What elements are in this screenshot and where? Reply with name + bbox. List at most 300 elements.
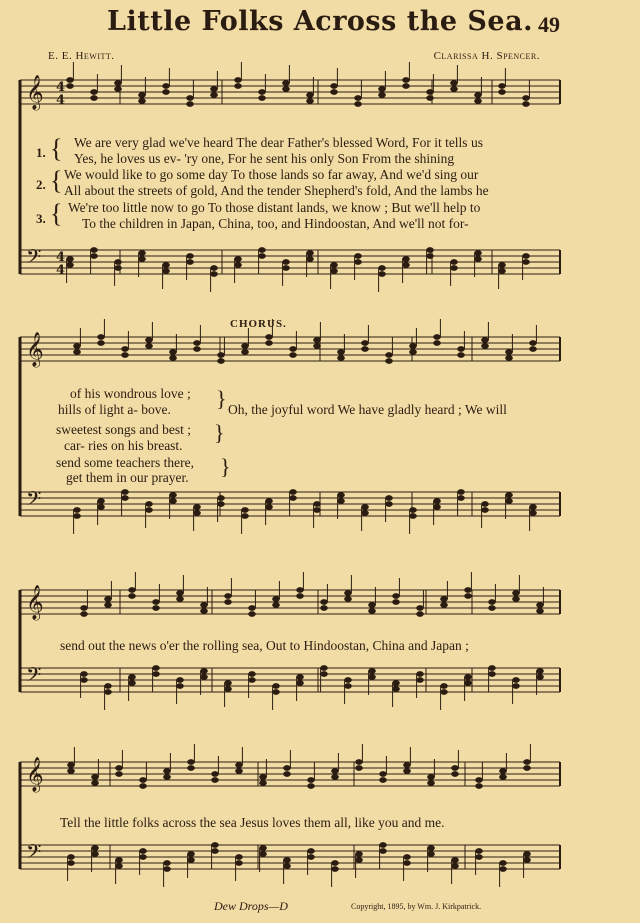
note-head [529,340,536,345]
note-head [138,250,145,255]
note-head [331,860,338,865]
chorus-lyric-line: Oh, the joyful word We have gladly heard ; We will [228,402,507,417]
verse-3-number: 3. [36,211,46,226]
note-head [368,674,375,679]
note-head [162,262,169,267]
ending-brace-2: } [214,420,225,445]
note-head [169,498,176,503]
note-head [498,83,505,88]
verse-1-ending-1: of his wondrous love ; [70,386,191,401]
note-head [241,513,248,518]
note-head [385,358,392,363]
note-head [115,863,122,868]
note-head [416,671,423,676]
note-head [104,596,111,601]
note-head [90,89,97,94]
note-head [457,495,464,500]
note-head [450,80,457,85]
note-head [499,774,506,779]
note-head [379,848,386,853]
note-head [330,83,337,88]
note-head [73,349,80,354]
copyright-notice: Copyright, 1895, by Wm. J. Kirkpatrick. [351,902,482,911]
note-head [283,771,290,776]
note-head [368,668,375,673]
note-head [186,95,193,100]
note-head [163,866,170,871]
note-head [163,860,170,865]
note-head [139,783,146,788]
note-head [361,340,368,345]
note-head [392,686,399,691]
note-head [426,247,433,252]
note-head [193,510,200,515]
note-head [307,777,314,782]
note-head [378,86,385,91]
note-head [378,265,385,270]
note-head [265,498,272,503]
note-head [211,848,218,853]
note-head [200,608,207,613]
note-head [289,352,296,357]
note-head [355,857,362,862]
verse-3-ending-1: send some teachers there, [56,455,194,470]
note-head [66,256,73,261]
bass-clef-icon: 𝄢 [26,487,42,515]
note-head [488,665,495,670]
note-head [73,507,80,512]
note-head [145,501,152,506]
note-head [337,492,344,497]
note-head [90,95,97,100]
note-head [344,683,351,688]
note-head [392,680,399,685]
note-head [265,504,272,509]
note-head [152,665,159,670]
note-head [523,857,530,862]
note-head [361,510,368,515]
note-head [523,851,530,856]
note-head [464,680,471,685]
verse-1-line-1: We are very glad we've heard The dear Father's blessed Word, For it tells us [74,135,483,150]
note-head [354,95,361,100]
note-head [114,80,121,85]
note-head [536,608,543,613]
note-head [330,268,337,273]
note-head [121,495,128,500]
note-head [385,495,392,500]
note-head [283,857,290,862]
note-head [306,92,313,97]
note-head [211,771,218,776]
system-4-lyric: Tell the little folks across the sea Jesus loves them all, like you and me. [60,815,445,830]
time-signature-bottom: 4 [56,93,66,108]
note-head [193,340,200,345]
note-head [121,352,128,357]
note-head [224,599,231,604]
note-head [234,262,241,267]
note-head [320,605,327,610]
ending-brace-3: } [220,454,231,479]
note-head [248,671,255,676]
note-head [210,92,217,97]
note-head [97,334,104,339]
note-head [488,599,495,604]
note-head [138,98,145,103]
note-head [272,689,279,694]
note-head [138,256,145,261]
verse-1-number: 1. [36,145,46,160]
note-head [331,866,338,871]
note-head [451,771,458,776]
note-head [505,355,512,360]
note-head [416,677,423,682]
note-head [378,271,385,276]
note-head [67,762,74,767]
note-head [320,599,327,604]
note-head [416,611,423,616]
note-head [427,774,434,779]
note-head [211,842,218,847]
note-head [475,848,482,853]
note-head [258,253,265,258]
note-head [488,671,495,676]
note-head [200,674,207,679]
note-head [152,599,159,604]
note-head [331,768,338,773]
note-head [235,762,242,767]
page-number: 49 [538,12,560,37]
note-head [234,77,241,82]
note-head [361,504,368,509]
note-head [409,343,416,348]
note-head [378,92,385,97]
note-head [186,259,193,264]
note-head [379,777,386,782]
note-head [66,262,73,267]
note-head [200,602,207,607]
note-head [296,674,303,679]
note-head [139,854,146,859]
note-head [450,265,457,270]
note-head [121,346,128,351]
note-head [354,101,361,106]
verse-2-line-2: All about the streets of gold, And the tender Shepherd's fold, And the lambs he [64,183,489,198]
note-head [193,504,200,509]
note-head [505,492,512,497]
note-head [536,602,543,607]
note-head [457,489,464,494]
note-head [128,587,135,592]
note-head [355,765,362,770]
note-head [283,765,290,770]
note-head [97,498,104,503]
note-head [67,860,74,865]
note-head [475,777,482,782]
note-head [73,343,80,348]
note-head [289,346,296,351]
note-head [186,253,193,258]
verse-3-brace: { [50,199,63,228]
note-head [104,683,111,688]
verse-2-ending-1: sweetest songs and best ; [56,422,191,437]
bass-clef-icon: 𝄢 [26,245,42,273]
system-3-lyric: send out the news o'er the rolling sea, Out to Hindoostan, China and Japan ; [60,638,469,653]
note-head [114,265,121,270]
note-head [306,256,313,261]
verse-2-ending-2: car- ries on his breast. [64,438,183,453]
note-head [217,352,224,357]
note-head [67,768,74,773]
note-head [265,334,272,339]
note-head [296,680,303,685]
note-head [235,860,242,865]
note-head [234,256,241,261]
note-head [313,343,320,348]
verse-3-line-2: To the children in Japan, China, too, and Hindoostan, And we'll not for- [82,216,469,231]
note-head [330,262,337,267]
note-head [224,680,231,685]
note-head [217,501,224,506]
note-head [80,605,87,610]
note-head [145,337,152,342]
note-head [344,677,351,682]
bass-clef-icon: 𝄢 [26,663,42,691]
note-head [217,358,224,363]
verse-1-ending-2: hills of light a- bove. [58,402,171,417]
note-head [97,340,104,345]
note-head [402,262,409,267]
ending-brace-1: } [216,386,227,411]
note-head [128,680,135,685]
note-head [296,593,303,598]
note-head [523,765,530,770]
note-head [354,259,361,264]
note-head [210,265,217,270]
note-head [499,866,506,871]
note-head [426,95,433,100]
note-head [522,259,529,264]
time-signature-bottom: 4 [56,263,66,278]
note-head [409,507,416,512]
note-head [427,851,434,856]
note-head [91,845,98,850]
note-head [80,671,87,676]
note-head [241,343,248,348]
note-head [307,783,314,788]
note-head [115,765,122,770]
note-head [66,83,73,88]
note-head [536,674,543,679]
note-head [152,605,159,610]
note-head [403,854,410,859]
note-head [115,771,122,776]
note-head [529,346,536,351]
note-head [505,349,512,354]
verse-2-number: 2. [36,177,46,192]
note-head [306,250,313,255]
note-head [481,501,488,506]
note-head [392,593,399,598]
note-head [481,337,488,342]
note-head [361,346,368,351]
note-head [354,253,361,258]
note-head [522,253,529,258]
note-head [440,689,447,694]
note-head [91,774,98,779]
verse-2-line-1: We would like to go some day To those lands so far away, And we'd sing our [64,167,479,182]
note-head [392,599,399,604]
note-head [529,510,536,515]
note-head [481,507,488,512]
note-head [176,590,183,595]
note-head [344,596,351,601]
note-head [451,863,458,868]
note-head [337,355,344,360]
bass-clef-icon: 𝄢 [26,840,42,868]
verse-1-line-2: Yes, he loves us ev- 'ry one, For he sent his only Son From the shining [74,151,455,166]
note-head [289,489,296,494]
note-head [282,265,289,270]
note-head [450,259,457,264]
note-head [451,765,458,770]
note-head [426,89,433,94]
note-head [368,608,375,613]
note-head [402,83,409,88]
note-head [475,783,482,788]
note-head [498,89,505,94]
note-head [187,759,194,764]
note-head [475,854,482,859]
note-head [296,587,303,592]
note-head [145,507,152,512]
note-head [536,668,543,673]
note-head [379,842,386,847]
note-head [90,247,97,252]
note-head [464,674,471,679]
note-head [330,89,337,94]
note-head [259,845,266,850]
note-head [440,683,447,688]
treble-clef-icon: 𝄞 [26,757,44,792]
note-head [505,498,512,503]
note-head [307,854,314,859]
note-head [427,780,434,785]
note-head [499,860,506,865]
note-head [320,671,327,676]
time-signature-top: 4 [56,250,66,265]
note-head [259,774,266,779]
note-head [464,587,471,592]
note-head [104,602,111,607]
note-head [522,95,529,100]
note-head [162,89,169,94]
note-head [272,602,279,607]
note-head [416,605,423,610]
time-signature-top: 4 [56,80,66,95]
tune-reference: Dew Drops—D [214,899,288,913]
note-head [163,768,170,773]
note-head [241,349,248,354]
note-head [224,686,231,691]
note-head [193,346,200,351]
note-head [450,86,457,91]
note-head [115,857,122,862]
note-head [90,253,97,258]
note-head [187,857,194,862]
note-head [451,857,458,862]
note-head [512,590,519,595]
note-head [139,848,146,853]
note-head [169,355,176,360]
note-head [512,677,519,682]
note-head [258,95,265,100]
note-head [187,765,194,770]
note-head [258,247,265,252]
note-head [259,780,266,785]
note-head [248,677,255,682]
note-head [114,259,121,264]
note-head [440,596,447,601]
note-head [210,86,217,91]
note-head [313,501,320,506]
note-head [258,89,265,94]
note-head [282,259,289,264]
note-head [265,340,272,345]
note-head [200,668,207,673]
note-head [522,101,529,106]
note-head [186,101,193,106]
note-head [66,77,73,82]
note-head [498,268,505,273]
note-head [337,349,344,354]
treble-clef-icon: 𝄞 [26,332,44,367]
treble-clef-icon: 𝄞 [26,585,44,620]
note-head [169,492,176,497]
note-head [433,504,440,509]
note-head [152,671,159,676]
note-head [145,343,152,348]
note-head [355,851,362,856]
note-head [512,596,519,601]
note-head [529,504,536,509]
note-head [128,593,135,598]
note-head [379,771,386,776]
note-head [409,349,416,354]
note-head [499,768,506,773]
note-head [67,854,74,859]
note-head [457,352,464,357]
note-head [464,593,471,598]
note-head [234,83,241,88]
note-head [313,337,320,342]
note-head [402,77,409,82]
note-head [474,92,481,97]
note-head [403,762,410,767]
note-head [211,777,218,782]
composer-credit: Clarissa H. Spencer. [433,50,540,62]
note-head [385,501,392,506]
note-head [163,774,170,779]
note-head [217,495,224,500]
verse-3-line-1: We're too little now to go To those distant lands, we know ; But we'll help to [68,200,481,215]
note-head [523,759,530,764]
note-head [282,86,289,91]
note-head [474,250,481,255]
verse-3-ending-2: get them in our prayer. [66,470,189,485]
note-head [241,507,248,512]
note-head [344,590,351,595]
